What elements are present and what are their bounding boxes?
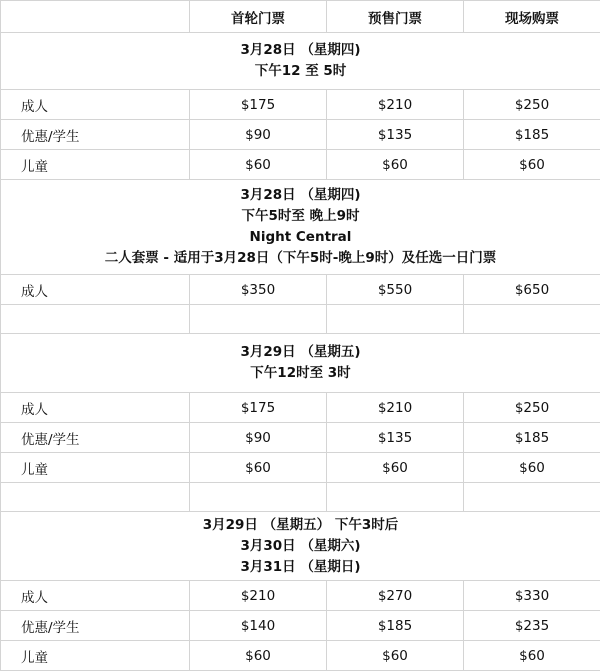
header-first-round: 首轮门票 — [190, 1, 327, 33]
section-heading-line: Night Central — [1, 227, 600, 248]
empty-cell — [1, 305, 190, 334]
section-heading-line: 3月28日 （星期四) — [1, 40, 600, 61]
row-label: 优惠/学生 — [1, 120, 190, 150]
empty-cell — [464, 483, 600, 512]
row-label: 成人 — [1, 393, 190, 423]
empty-cell — [190, 483, 327, 512]
price-cell: $90 — [190, 423, 327, 453]
price-cell: $60 — [190, 150, 327, 180]
price-cell: $60 — [190, 453, 327, 483]
price-cell: $350 — [190, 275, 327, 305]
table-row — [1, 581, 600, 611]
price-cell: $60 — [464, 641, 600, 671]
price-cell: $185 — [464, 423, 600, 453]
section-heading-line: 下午5时至 晚上9时 — [1, 206, 600, 227]
section-heading-row — [1, 180, 600, 275]
table-row — [1, 90, 600, 120]
price-cell: $175 — [190, 393, 327, 423]
row-label: 优惠/学生 — [1, 611, 190, 641]
header-presale: 预售门票 — [327, 1, 464, 33]
price-cell: $140 — [190, 611, 327, 641]
section-heading-row — [1, 33, 600, 90]
empty-row — [1, 483, 600, 512]
section-heading-line: 3月28日 （星期四) — [1, 185, 600, 206]
section-heading-line: 3月31日 （星期日) — [1, 557, 600, 578]
section-heading — [1, 512, 600, 581]
price-cell: $90 — [190, 120, 327, 150]
price-cell: $135 — [327, 423, 464, 453]
price-cell: $210 — [327, 90, 464, 120]
section-heading-line: 3月29日 （星期五) — [1, 342, 600, 363]
price-cell: $210 — [190, 581, 327, 611]
empty-cell — [327, 483, 464, 512]
section-heading-line: 二人套票 - 适用于3月28日（下午5时-晚上9时）及任选一日门票 — [1, 248, 600, 269]
table-row — [1, 150, 600, 180]
price-cell: $135 — [327, 120, 464, 150]
row-label: 儿童 — [1, 150, 190, 180]
table-row — [1, 611, 600, 641]
table-row — [1, 275, 600, 305]
section-heading-row — [1, 512, 600, 581]
section-heading — [1, 33, 600, 90]
section-heading-line: 下午12 至 5时 — [1, 61, 600, 82]
price-cell: $60 — [464, 150, 600, 180]
empty-cell — [464, 305, 600, 334]
section-heading-line: 3月30日 （星期六) — [1, 536, 600, 557]
price-cell: $650 — [464, 275, 600, 305]
row-label: 成人 — [1, 275, 190, 305]
header-blank — [1, 1, 190, 33]
price-cell: $175 — [190, 90, 327, 120]
row-label: 成人 — [1, 581, 190, 611]
empty-cell — [327, 305, 464, 334]
table-row — [1, 393, 600, 423]
price-cell: $60 — [327, 453, 464, 483]
empty-cell — [1, 483, 190, 512]
price-cell: $60 — [327, 641, 464, 671]
row-label: 优惠/学生 — [1, 423, 190, 453]
row-label: 儿童 — [1, 453, 190, 483]
price-cell: $60 — [327, 150, 464, 180]
price-cell: $235 — [464, 611, 600, 641]
empty-row — [1, 305, 600, 334]
price-cell: $185 — [327, 611, 464, 641]
table-row — [1, 641, 600, 671]
price-cell: $330 — [464, 581, 600, 611]
header-row — [1, 1, 600, 33]
section-heading — [1, 180, 600, 275]
section-heading — [1, 334, 600, 393]
price-cell: $185 — [464, 120, 600, 150]
price-cell: $250 — [464, 393, 600, 423]
section-heading-line: 下午12时至 3时 — [1, 363, 600, 384]
header-on-site: 现场购票 — [464, 1, 600, 33]
empty-cell — [190, 305, 327, 334]
price-cell: $550 — [327, 275, 464, 305]
price-cell: $270 — [327, 581, 464, 611]
price-cell: $60 — [464, 453, 600, 483]
row-label: 儿童 — [1, 641, 190, 671]
table-row — [1, 453, 600, 483]
price-cell: $250 — [464, 90, 600, 120]
section-heading-line: 3月29日 （星期五） 下午3时后 — [1, 515, 600, 536]
table-row — [1, 120, 600, 150]
price-cell: $210 — [327, 393, 464, 423]
row-label: 成人 — [1, 90, 190, 120]
section-heading-row — [1, 334, 600, 393]
table-row — [1, 423, 600, 453]
price-cell: $60 — [190, 641, 327, 671]
